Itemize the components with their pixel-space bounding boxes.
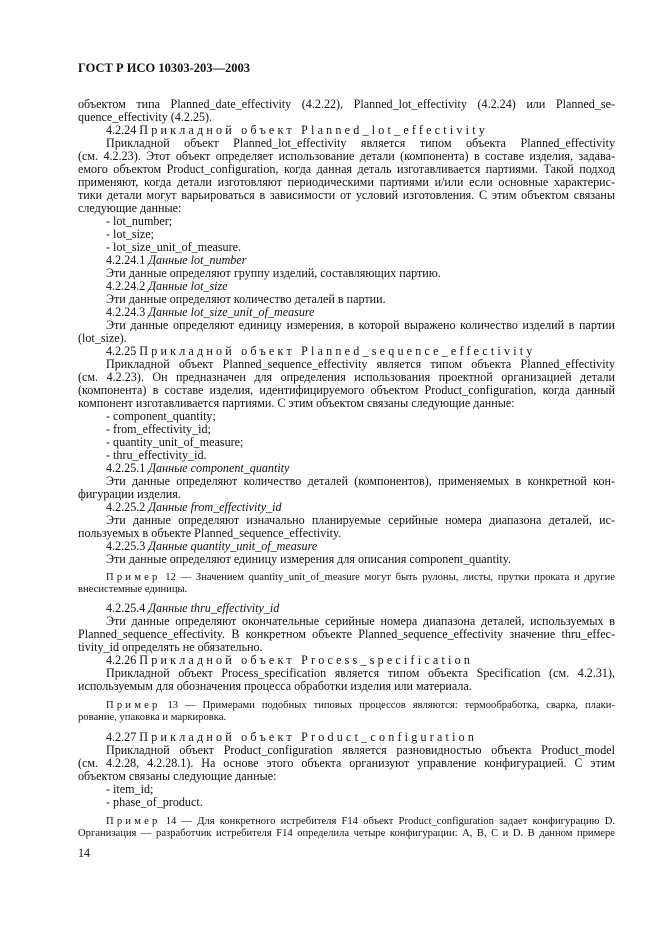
section-number: 4.2.25.1: [106, 461, 146, 475]
text-line: Эти данные определяют группу изделий, составляющих партию.: [106, 266, 441, 280]
list-item: - quantity_unit_of_measure;: [106, 435, 244, 449]
note-text: 14 — Для конкретного истребителя F14 объект Product_configuration задает конфигурацию D.: [165, 816, 615, 827]
subsection-heading-4-2-25-4: [106, 602, 615, 615]
note-text: внесистемные единицы.: [78, 584, 188, 595]
section-heading-4-2-27: [106, 731, 615, 744]
text-line: следующие данные:: [78, 201, 182, 215]
subsection-heading-4-2-24-3: [106, 306, 615, 319]
section-title: Прикладной объект Planned_lot_effectivity: [139, 123, 489, 137]
text-line: используемым для обозначения процесса обработки изделия или материала.: [78, 679, 472, 693]
text-line: (см. 4.2.23). Этот объект определяет использование детали (компонента) в составе изделия, задава-: [78, 150, 615, 163]
note-label: Пример: [106, 572, 161, 583]
text-line: Прикладной объект Process_specification является типом объекта Specification (см. 4.2.31),: [106, 667, 615, 680]
text-line: Эти данные определяют единицу измерения для описания component_quantity.: [106, 552, 512, 566]
section-number: 4.2.24.1: [106, 253, 146, 267]
text-line: (см. 4.2.23). Он предназначен для определения использования проектной организацией детали: [78, 371, 615, 384]
section-title: Прикладной объект Process_specification: [139, 653, 474, 667]
note-text: 13 — Примерами подобных типовых процессов являются: термообработка, сварка, плаки-: [167, 700, 615, 711]
section-number: 4.2.26: [106, 653, 137, 667]
list-item: - thru_effectivity_id.: [106, 448, 207, 462]
list-item: - lot_size_unit_of_measure.: [106, 240, 242, 254]
page-header: ГОСТ Р ИСО 10303-203—2003: [78, 61, 251, 75]
note-text: Организация — разработчик истребителя F14 определила четыре конфигурации: А, В, С и D. В данном примере: [78, 828, 615, 839]
section-number: 4.2.27: [106, 730, 137, 744]
section-title: Данные lot_size: [148, 279, 228, 293]
text-line: Прикладной объект Planned_lot_effectivity является типом объекта Planned_effectivity: [106, 137, 615, 150]
text-line: емого объектом Product_configuration, когда данная деталь изготавливается партиями. Такой подход: [78, 163, 615, 176]
text-line: quence_effectivity (4.2.25).: [78, 110, 213, 124]
section-heading-4-2-25: [106, 345, 615, 358]
text-line: тики детали могут варьироваться в зависимости от условий изготовления. С этим объектом связаны: [78, 189, 615, 202]
section-number: 4.2.25.4: [106, 601, 146, 615]
page-number: 14: [78, 846, 91, 860]
subsection-heading-4-2-25-2: [106, 501, 615, 514]
section-number: 4.2.24: [106, 123, 137, 137]
note-text: рование, упаковка и маркировка.: [78, 712, 227, 723]
text-line: Прикладной объект Product_configuration является разновидностью объекта Product_model: [106, 744, 615, 757]
example-note-14: [106, 816, 615, 828]
section-title: Прикладной объект Planned_sequence_effectivity: [139, 344, 536, 358]
section-number: 4.2.25.2: [106, 500, 146, 514]
text-line: Эти данные определяют единицу измерения, в которой выражено количество изделий в партии: [106, 319, 615, 332]
list-item: - phase_of_product.: [106, 795, 203, 809]
section-title: Данные quantity_unit_of_measure: [148, 539, 318, 553]
section-title: Данные lot_number: [148, 253, 247, 267]
section-number: 4.2.25: [106, 344, 137, 358]
section-number: 4.2.24.3: [106, 305, 146, 319]
section-number: 4.2.24.2: [106, 279, 146, 293]
list-item: - from_effectivity_id;: [106, 422, 211, 436]
text-line: применяют, когда детали изготовляют периодическими партиями и/или если основные характерис-: [78, 176, 615, 189]
text-line: Эти данные определяют количество деталей в партии.: [106, 292, 386, 306]
text-line: Прикладной объект Planned_sequence_effectivity является типом объекта Planned_effectivity: [106, 358, 615, 371]
section-heading-4-2-26: [106, 654, 615, 667]
note-text: 12 — Значением quantity_unit_of_measure могут быть рулоны, листы, прутки проката и другие: [165, 572, 615, 583]
note-label: Пример: [106, 700, 161, 711]
text-line: объектом типа Planned_date_effectivity (4.2.22), Planned_lot_effectivity (4.2.24) или Planned_se-: [78, 98, 615, 111]
subsection-heading-4-2-25-1: [106, 462, 615, 475]
text-line: Эти данные определяют окончательные серийные номера диапазона деталей, используемых в: [106, 615, 615, 628]
text-line: (см. 4.2.28, 4.2.28.1). На основе этого объекта организуют управление конфигурацией. С этим: [78, 757, 615, 770]
text-line: (lot_size).: [78, 331, 127, 345]
text-line: tivity_id определять не обязательно.: [78, 640, 263, 654]
text-line: (компонента) в составе изделия, идентифицируемого объектом Product_configuration, когда данный: [78, 384, 615, 397]
note-label: Пример: [106, 816, 161, 827]
section-heading-4-2-24: [106, 124, 615, 137]
text-line: пользуемых в объекте Planned_sequence_effectivity.: [78, 526, 342, 540]
section-title: Данные thru_effectivity_id: [148, 601, 280, 615]
section-title: Данные from_effectivity_id: [148, 500, 282, 514]
section-number: 4.2.25.3: [106, 539, 146, 553]
text-line: фигурации изделия.: [78, 487, 181, 501]
section-title: Прикладной объект Product_configuration: [139, 730, 478, 744]
example-note-13: [106, 700, 615, 712]
example-note-12: [106, 572, 615, 584]
section-title: Данные lot_size_unit_of_measure: [148, 305, 315, 319]
text-line: Эти данные определяют количество деталей (компонентов), применяемых в конкретной кон-: [106, 475, 615, 488]
list-item: - lot_number;: [106, 214, 173, 228]
list-item: - lot_size;: [106, 227, 155, 241]
text-line: Эти данные определяют изначально планируемые серийные номера диапазона деталей, ис-: [106, 514, 615, 527]
text-line: объектом связаны следующие данные:: [78, 769, 277, 783]
list-item: - component_quantity;: [106, 409, 216, 423]
list-item: - item_id;: [106, 782, 154, 796]
text-line: Planned_sequence_effectivity. В конкретном объекте Planned_sequence_effectivity значение thru_effec-: [78, 628, 615, 641]
text-line: компонент изготавливается партиями. С этим объектом связаны следующие данные:: [78, 396, 515, 410]
section-title: Данные component_quantity: [148, 461, 290, 475]
